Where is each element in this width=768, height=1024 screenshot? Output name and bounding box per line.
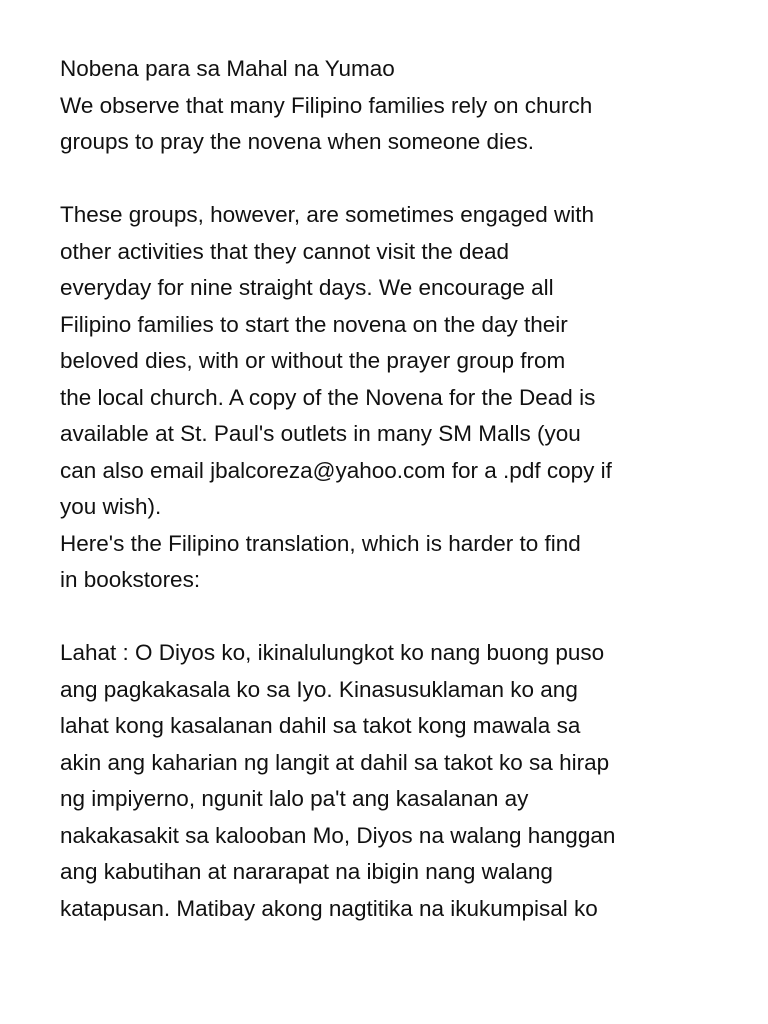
paragraph2-line: you wish). bbox=[60, 494, 162, 519]
paragraph2-line: the local church. A copy of the Novena for the Dead is bbox=[60, 384, 596, 410]
prayer-line: ang pagkakasala ko sa Iyo. Kinasusuklaman ko ang bbox=[60, 676, 578, 702]
prayer-line: Lahat : O Diyos ko, ikinalulungkot ko nang buong puso bbox=[60, 640, 605, 665]
paragraph3-line: Here's the Filipino translation, which is harder to find bbox=[60, 530, 581, 556]
paragraph3-line: in bookstores: bbox=[60, 567, 201, 592]
paragraph-spacer bbox=[60, 161, 740, 198]
document-page bbox=[60, 51, 740, 927]
paragraph-spacer bbox=[60, 599, 740, 636]
prayer-line: ang kabutihan at nararapat na ibigin nang walang bbox=[60, 859, 553, 884]
prayer-line: ng impiyerno, ngunit lalo pa't ang kasalanan ay bbox=[60, 786, 529, 811]
prayer-line: katapusan. Matibay akong nagtitika na ikukumpisal ko bbox=[60, 895, 598, 921]
paragraph2-line: available at St. Paul's outlets in many SM Malls (you bbox=[60, 421, 581, 446]
intro-line: groups to pray the novena when someone dies. bbox=[60, 129, 535, 154]
paragraph2-line: beloved dies, with or without the prayer group from bbox=[60, 348, 566, 373]
prayer-line: nakakasakit sa kalooban Mo, Diyos na walang hanggan bbox=[60, 822, 616, 848]
paragraph2-line: other activities that they cannot visit the dead bbox=[60, 238, 510, 264]
prayer-line: lahat kong kasalanan dahil sa takot kong mawala sa bbox=[60, 713, 581, 738]
document-title: Nobena para sa Mahal na Yumao bbox=[60, 56, 395, 81]
paragraph2-line: everyday for nine straight days. We encourage all bbox=[60, 275, 554, 300]
paragraph2-line: Filipino families to start the novena on the day their bbox=[60, 311, 568, 337]
intro-line: We observe that many Filipino families rely on church bbox=[60, 92, 593, 118]
paragraph2-line: These groups, however, are sometimes engaged with bbox=[60, 202, 595, 227]
prayer-line: akin ang kaharian ng langit at dahil sa takot ko sa hirap bbox=[60, 749, 610, 775]
paragraph2-line: can also email jbalcoreza@yahoo.com for a .pdf copy if bbox=[60, 457, 612, 483]
